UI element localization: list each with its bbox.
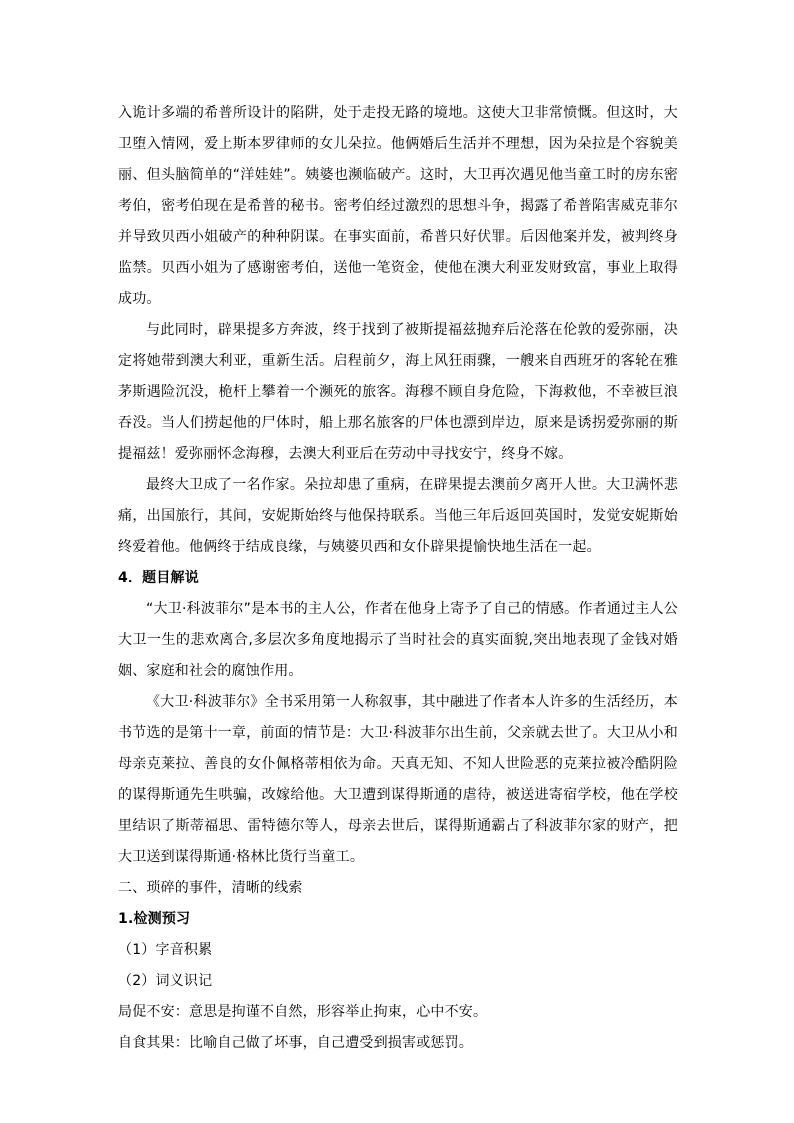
paragraph-title-explanation: “大卫·科波菲尔”是本书的主人公，作者在他身上寄予了自己的情感。作者通过主人公大卫一生的悲欢离合,多层次多角度地揭示了当时社会的真实面貌,突出地表现了金钱对婚姻、家庭和社会的腐蚀作用。 <box>118 601 678 679</box>
section-heading-title-explanation: 4．题目解说 <box>118 570 199 586</box>
item-pronunciation: （1）字音积累 <box>118 942 213 958</box>
paragraph-plot-part1: 入诡计多端的希普所设计的陷阱，处于走投无路的境地。这使大卫非常愤慨。但这时，大卫堕入情网，爱上斯本罗律师的女儿朵拉。他俩婚后生活并不理想，因为朵拉是个容貌美丽、但头脑简单的“洋娃娃”。姨婆也濒临破产。这时，大卫再次遇见他当童工时的房东密考伯，密考伯现在是希普的秘书。密考伯经过激烈的思想斗争，揭露了希普陷害威克菲尔并导致贝西小姐破产的种种阴谋。在事实面前，希普只好伏罪。后因他案并发，被判终身监禁。贝西小姐为了感谢密考伯，送他一笔资金，使他在澳大利亚发财致富，事业上取得成功。 <box>118 105 678 307</box>
definition-zi-shi-qi-guo: 自食其果：比喻自己做了坏事，自己遭受到损害或惩罚。 <box>118 1035 473 1051</box>
item-vocabulary: （2）词义识记 <box>118 973 213 989</box>
definition-ju-cu-bu-an: 局促不安：意思是拘谨不自然，形容举止拘束，心中不安。 <box>118 1004 488 1020</box>
section-heading-events-clues: 二、琐碎的事件，清晰的线索 <box>118 880 303 896</box>
document-page <box>118 98 678 1059</box>
subheading-preview-check: 1.检测预习 <box>118 911 191 927</box>
paragraph-chapter-background: 《大卫·科波菲尔》全书采用第一人称叙事，其中融进了作者本人许多的生活经历，本书节选的是第十一章，前面的情节是：大卫·科波菲尔出生前，父亲就去世了。大卫从小和母亲克莱拉、善良的女仆佩格蒂相依为命。天真无知、不知人世险恶的克莱拉被冷酷阴险的谋得斯通先生哄骗，改嫁给他。大卫遭到谋得斯通的虐待，被送进寄宿学校，他在学校里结识了斯蒂福思、雷特德尔等人，母亲去世后，谋得斯通霸占了科波菲尔家的财产，把大卫送到谋得斯通·格林比货行当童工。 <box>118 694 678 865</box>
paragraph-plot-part2: 与此同时，辟果提多方奔波，终于找到了被斯提福兹抛弃后沦落在伦敦的爱弥丽，决定将她带到澳大利亚，重新生活。启程前夕，海上风狂雨骤，一艘来自西班牙的客轮在雅茅斯遇险沉没，桅杆上攀着一个濒死的旅客。海穆不顾自身危险，下海救他，不幸被巨浪吞没。当人们捞起他的尸体时，船上那名旅客的尸体也漂到岸边，原来是诱拐爱弥丽的斯提福兹！爱弥丽怀念海穆，去澳大利亚后在劳动中寻找安宁，终身不嫁。 <box>118 322 678 462</box>
paragraph-plot-part3: 最终大卫成了一名作家。朵拉却患了重病，在辟果提去澳前夕离开人世。大卫满怀悲痛，出国旅行，其间，安妮斯始终与他保持联系。当他三年后返回英国时，发觉安妮斯始终爱着他。他俩终于结成良缘，与姨婆贝西和女仆辟果提愉快地生活在一起。 <box>118 477 678 555</box>
